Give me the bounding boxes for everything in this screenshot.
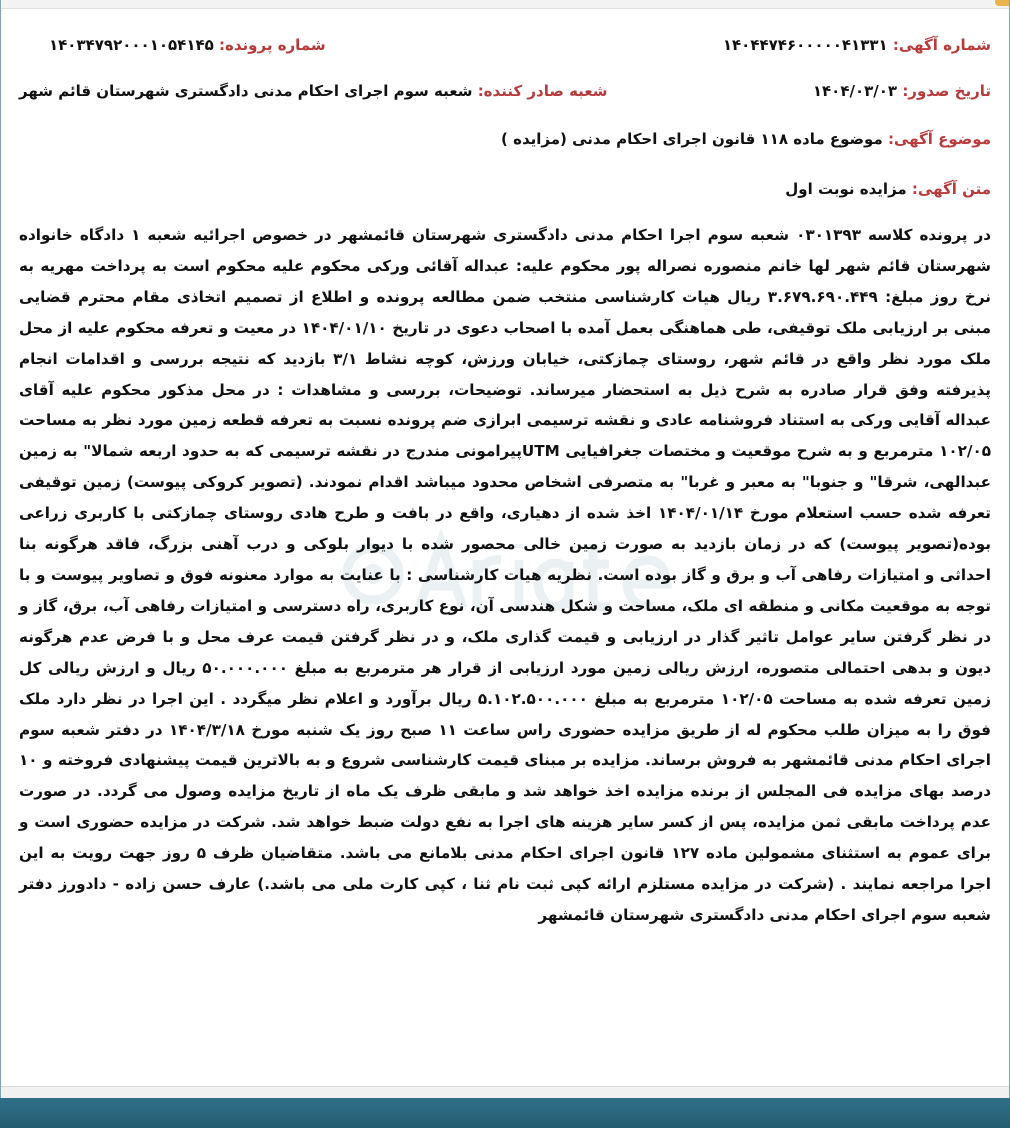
corner-tab-icon	[995, 0, 1009, 6]
notice-text-title: مزایده نوبت اول	[785, 180, 907, 198]
issue-date-label: تاریخ صدور:	[902, 82, 991, 100]
notice-number-value: ۱۴۰۴۴۷۴۶۰۰۰۰۰۴۱۳۳۱	[722, 36, 888, 54]
notice-number-label: شماره آگهی:	[892, 36, 991, 54]
window-top-strip	[1, 0, 1009, 9]
notice-subject-label: موضوع آگهی:	[887, 130, 991, 148]
notice-text-heading	[785, 180, 991, 198]
body-title-row	[19, 180, 991, 220]
subject-row	[19, 130, 991, 180]
issue-date-value: ۱۴۰۴/۰۳/۰۳	[812, 82, 898, 100]
header-row-1	[19, 36, 991, 82]
notice-content	[19, 36, 991, 931]
file-number-value: ۱۴۰۳۴۷۹۲۰۰۰۱۰۵۴۱۴۵	[49, 36, 214, 54]
file-number-label: شماره پرونده:	[219, 36, 326, 54]
notice-subject	[501, 130, 991, 148]
notice-text-label: متن آگهی:	[911, 180, 991, 198]
file-number	[49, 36, 326, 54]
header-row-2	[19, 82, 991, 128]
issuing-branch-value: شعبه سوم اجرای احکام مدنی دادگستری شهرستان قائم شهر	[19, 82, 473, 100]
notice-body-text: در پرونده کلاسه ۰۳۰۱۳۹۳ شعبه سوم اجرا احکام مدنی دادگستری شهرستان قائمشهر در خصوص اجرائیه شعبه ۱ دادگاه خانواده شهرستان قائم شهر لها خانم منصوره نصراله پور محکوم علیه: عبداله آقائی ورکی محکوم علیه محکوم است به پرداخت مهریه به نرخ روز مبلغ: ۳.۶۷۹.۶۹۰.۴۴۹ ریال هیات کارشناسی منتخب ضمن مطالعه پرونده و اطلاع از تصمیم اتخاذی مقام محترم قضایی مبنی بر ارزیابی ملک توقیفی، طی هماهنگی بعمل آمده با اصحاب دعوی در تاریخ ۱۴۰۴/۰۱/۱۰ در معیت و تعرفه محکوم علیه از محل ملک مورد نظر واقع در قائم شهر، روستای چمازکتی، خیابان ورزش، کوچه نشاط ۳/۱ بازدید که نتیجه بررسی و اقدامات انجام پذیرفته وفق قرار صادره به شرح ذیل به استحضار میرساند. توضیحات، بررسی و مشاهدات : در محل مذکور محکوم علیه آقای عبداله آقایی ورکی به استناد فروشنامه عادی و نقشه ترسیمی ابرازی ضم پرونده نسبت به تعرفه قطعه زمین مورد نظر به مساحت ۱۰۲/۰۵ مترمربع و به شرح موقعیت و مختصات جغرافیایی UTMپیرامونی مندرج در نقشه ترسیمی که به حدود اربعه شمالا" به زمین عبدالهی، شرقا" و جنوبا" به معبر و غربا" به متصرفی اشخاص محدود میباشد اقدام نمودند. (تصویر کروکی پیوست) زمین توقیفی تعرفه شده حسب استعلام مورخ ۱۴۰۴/۰۱/۱۴ اخذ شده از دهیاری، واقع در بافت و طرح هادی روستای چمازکتی با کاربری زراعی بوده(تصویر پیوست) که در زمان بازدید به صورت زمین خالی محصور شده با دیوار بلوکی و درب آهنی بزرگ، فاقد هرگونه بنا احداثی و امتیازات رفاهی آب و برق و گاز بوده است. نظریه هیات کارشناسی : با عنایت به موارد معنونه فوق و تصاویر پیوست و با توجه به موقعیت مکانی و منطقه ای ملک، مساحت و شکل هندسی آن، نوع کاربری، راه دسترسی و امتیازات رفاهی آب، برق، گاز و در نظر گرفتن سایر عوامل تاثیر گذار در ارزیابی و قیمت گذاری ملک، و در نظر گرفتن قیمت عرف محل و با فرض عدم هرگونه دیون و بدهی احتمالی متصوره، ارزش ریالی زمین مورد ارزیابی از قرار هر مترمربع به مبلغ ۵۰.۰۰۰.۰۰۰ ریال و ارزش ریالی کل زمین تعرفه شده به مساحت ۱۰۲/۰۵ مترمربع به مبلغ ۵.۱۰۲.۵۰۰.۰۰۰ ریال برآورد و اعلام نظر میگردد . این اجرا در نظر دارد ملک فوق را به میزان طلب محکوم له از طریق مزایده حضوری راس ساعت ۱۱ صبح روز یک شنبه مورخ ۱۴۰۴/۳/۱۸ در دفتر شعبه سوم اجرای احکام مدنی قائمشهر به فروش برساند. مزایده بر مبنای قیمت کارشناسی شروع و به بالاترین قیمت پیشنهادی فروخته و ۱۰ درصد بهای مزایده فی المجلس از برنده مزایده اخذ خواهد شد و مابقی ظرف یک ماه از تاریخ مزایده وصول می گردد. در صورت عدم پرداخت مابقی ثمن مزایده، پس از کسر سایر هزینه های اجرا به نفع دولت ضبط خواهد شد. شرکت در مزایده حضوری است و برای عموم به استثنای مشمولین ماده ۱۲۷ قانون اجرای احکام مدنی بلامانع می باشد. متقاضیان ظرف ۵ روز جهت رویت به این اجرا مراجعه نمایند . (شرکت در مزایده مستلزم ارائه کپی ثبت نام ثنا ، کپی کارت ملی می باشد.) عارف حسن زاده - دادورز دفتر شعبه سوم اجرای احکام مدنی دادگستری شهرستان قائمشهر	[19, 226, 992, 924]
taskbar	[0, 1098, 1010, 1128]
issuing-branch	[19, 82, 608, 100]
notice-number	[723, 36, 991, 54]
issue-date	[813, 82, 991, 100]
notice-subject-value: موضوع ماده ۱۱۸ قانون اجرای احکام مدنی (مزایده )	[501, 130, 883, 148]
issuing-branch-label: شعبه صادر کننده:	[477, 82, 608, 100]
